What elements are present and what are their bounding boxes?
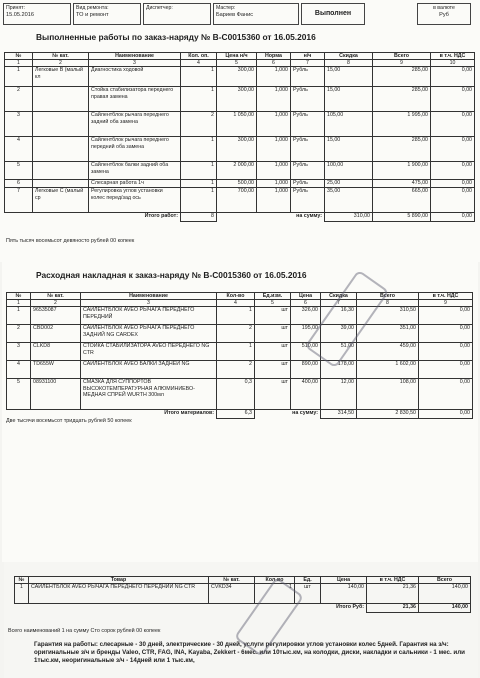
works-total-row: Итого работ: 8 на сумму: 310,00 5 890,00 0,00 <box>5 213 475 222</box>
invoice-header-row <box>7 293 473 300</box>
invoice-total-qty: 6,3 <box>217 410 255 419</box>
repair-type: ТО и ремонт <box>76 12 109 18</box>
works-total-vat: 0,00 <box>431 213 475 222</box>
col-header: № кат. <box>33 53 89 60</box>
receipt-total-sum: 140,00 <box>419 604 471 613</box>
works-sheet <box>0 0 480 262</box>
col-header: Кол-во <box>217 293 255 300</box>
col-header: Всего <box>373 53 431 60</box>
invoice-table <box>6 292 473 419</box>
col-header: Всего <box>419 577 471 584</box>
invoice-total-row: Итого материалов: 6,3 на сумму: 314,50 2 830,50 0,00 <box>7 410 473 419</box>
table-row: 4 TD655W САЙЛЕНТБЛОК AVEO БАЛКИ ЗАДНЕЙ NG 2 шт 890,00 178,00 1 602,00 0,00 <box>7 361 473 379</box>
col-header: Кол-во <box>255 577 295 584</box>
works-total-discount: 310,00 <box>325 213 373 222</box>
receipt-header-row <box>15 577 471 584</box>
currency: Руб <box>439 12 449 18</box>
col-header: Кол. оп. <box>181 53 217 60</box>
col-header: Наименование <box>89 53 181 60</box>
col-header: Скидка <box>325 53 373 60</box>
master-box: Мастер: Бариев Фанис <box>213 3 299 25</box>
invoice-title: Расходная накладная к заказ-наряду № В-С0015360 от 16.05.2016 <box>36 270 307 280</box>
table-row: 2 CBD002 САЙЛЕНТБЛОК AVEO РЫЧАГА ПЕРЕДНЕГО ЗАДНИЙ NG CARDEX 2 шт 195,00 39,00 351,00 0,00 <box>7 325 473 343</box>
receipt-amount-in-words: Всего наименований 1 на сумму Сто сорок рублей 00 копеек <box>8 628 161 634</box>
col-header: Цена н/ч <box>217 53 257 60</box>
table-row: 1 96535087 САЙЛЕНТБЛОК AVEO РЫЧАГА ПЕРЕДНЕГО ПЕРЕДНИЙ 1 шт 326,00 16,30 310,50 0,00 <box>7 307 473 325</box>
col-header: Цена <box>291 293 321 300</box>
col-header: н/ч <box>291 53 325 60</box>
col-header: в т.ч. НДС <box>431 53 475 60</box>
col-header: № кат. <box>209 577 255 584</box>
table-row: 6 Слесарная работа 1ч 1 500,00 1,000 Рубль 25,00 475,00 0,00 <box>5 180 475 188</box>
receipt-table <box>14 576 471 613</box>
accepted-date: 15.05.2016 <box>6 12 34 18</box>
invoice-total-discount: 314,50 <box>321 410 357 419</box>
works-colnum-row: 1 2 3 4 5 6 7 8 9 10 <box>5 60 475 67</box>
invoice-total-sum: 2 830,50 <box>357 410 419 419</box>
works-title: Выполненные работы по заказ-наряду № В-С0015360 от 16.05.2016 <box>36 32 316 42</box>
currency-box: в валюте Руб <box>417 3 471 25</box>
receipt-total-vat: 21,36 <box>367 604 419 613</box>
table-row: 1 САЙЛЕНТБЛОК AVEO РЫЧАГА ПЕРЕДНЕГО ПЕРЕДНИЙ NG CTR CVKD34 1 шт 140,00 21,36 140,00 <box>15 584 471 604</box>
table-row: 7 Легковые С (малый ср Регулировка углов установки колес перед/зад ось 1 700,00 1,000 Рубль 35,00 665,00 0,00 <box>5 188 475 213</box>
invoice-colnum-row: 1 2 3 4 5 6 7 8 9 <box>7 300 473 307</box>
invoice-total-vat: 0,00 <box>419 410 473 419</box>
col-header: Норма <box>257 53 291 60</box>
table-row: 5 08931100 СМАЗКА ДЛЯ СУППОРТОВ ВЫСОКОТЕМПЕРАТУРНАЯ АЛЮМИНИЕВО-МЕДНАЯ СПРЕЙ WURTH 300мл 0,3 шт 400,00 12,00 108,00 0,00 <box>7 379 473 410</box>
works-total-qty: 8 <box>181 213 217 222</box>
col-header: Всего <box>357 293 419 300</box>
col-header: № <box>7 293 31 300</box>
col-header: Ед.изм. <box>255 293 291 300</box>
col-header: Товар <box>29 577 209 584</box>
works-header-row <box>5 53 475 60</box>
receipt-total-row: Итого Руб: 21,36 140,00 <box>15 604 471 613</box>
col-header: Скидка <box>321 293 357 300</box>
table-row: 1 Легковые В (малый кл Диагностика ходовой 1 300,00 1,000 Рубль 15,00 285,00 0,00 <box>5 67 475 87</box>
guarantee-text: Гарантия на работы: слесарные - 30 дней, электрические - 30 дней, услуги регулировки углов установки колес 5дней. Гарантия на з/ч: оригинальные з/ч и бренды Valeo, CTR, FAG, INA, Kayaba, Zekkert - 6мес. или 10тыс.км, на колодки, диски, накладки и сальники - 1 мес. или 1тыс.км, неоригинальные з/ч - 14дней или 1 тыс.км, <box>34 641 465 665</box>
col-header: Ед. <box>295 577 321 584</box>
repair-type-box: Вид ремонта: ТО и ремонт <box>73 3 141 25</box>
dispatcher-box: Диспетчер: <box>143 3 211 25</box>
order-header <box>3 3 475 26</box>
table-row: 2 Стойка стабилизатора переднего правая замена 1 300,00 1,000 Рубль 15,00 285,00 0,00 <box>5 87 475 112</box>
col-header: в т.ч. НДС <box>419 293 473 300</box>
table-row: 3 Сайлентблок рычага переднего задний оба замена 2 1 050,00 1,000 Рубль 105,00 1 995,00 0,00 <box>5 112 475 137</box>
master-name: Бариев Фанис <box>216 12 254 18</box>
works-table <box>4 52 475 222</box>
col-header: Наименование <box>81 293 217 300</box>
table-row: 4 Сайлентблок рычага переднего передний оба замена 1 300,00 1,000 Рубль 15,00 285,00 0,00 <box>5 137 475 162</box>
table-row: 3 CLKD8 СТОЙКА СТАБИЛИЗАТОРА AVEO ПЕРЕДНЕГО NG CTR 1 шт 510,00 51,00 459,00 0,00 <box>7 343 473 361</box>
invoice-amount-in-words: Две тысячи восемьсот тридцать рублей 50 копеек <box>6 418 132 424</box>
status-badge: Выполнен <box>301 3 365 25</box>
works-amount-in-words: Пять тысяч восемьсот девяносто рублей 00 копеек <box>6 238 135 244</box>
col-header: в т.ч. НДС <box>367 577 419 584</box>
col-header: Цена <box>321 577 367 584</box>
col-header: № <box>5 53 33 60</box>
col-header: № <box>15 577 29 584</box>
works-total-sum: 5 890,00 <box>373 213 431 222</box>
accepted-box: Принят: 15.05.2016 <box>3 3 71 25</box>
col-header: № кат. <box>31 293 81 300</box>
table-row: 5 Сайлентблок балки задний оба замена 1 2 000,00 1,000 Рубль 100,00 1 900,00 0,00 <box>5 162 475 180</box>
